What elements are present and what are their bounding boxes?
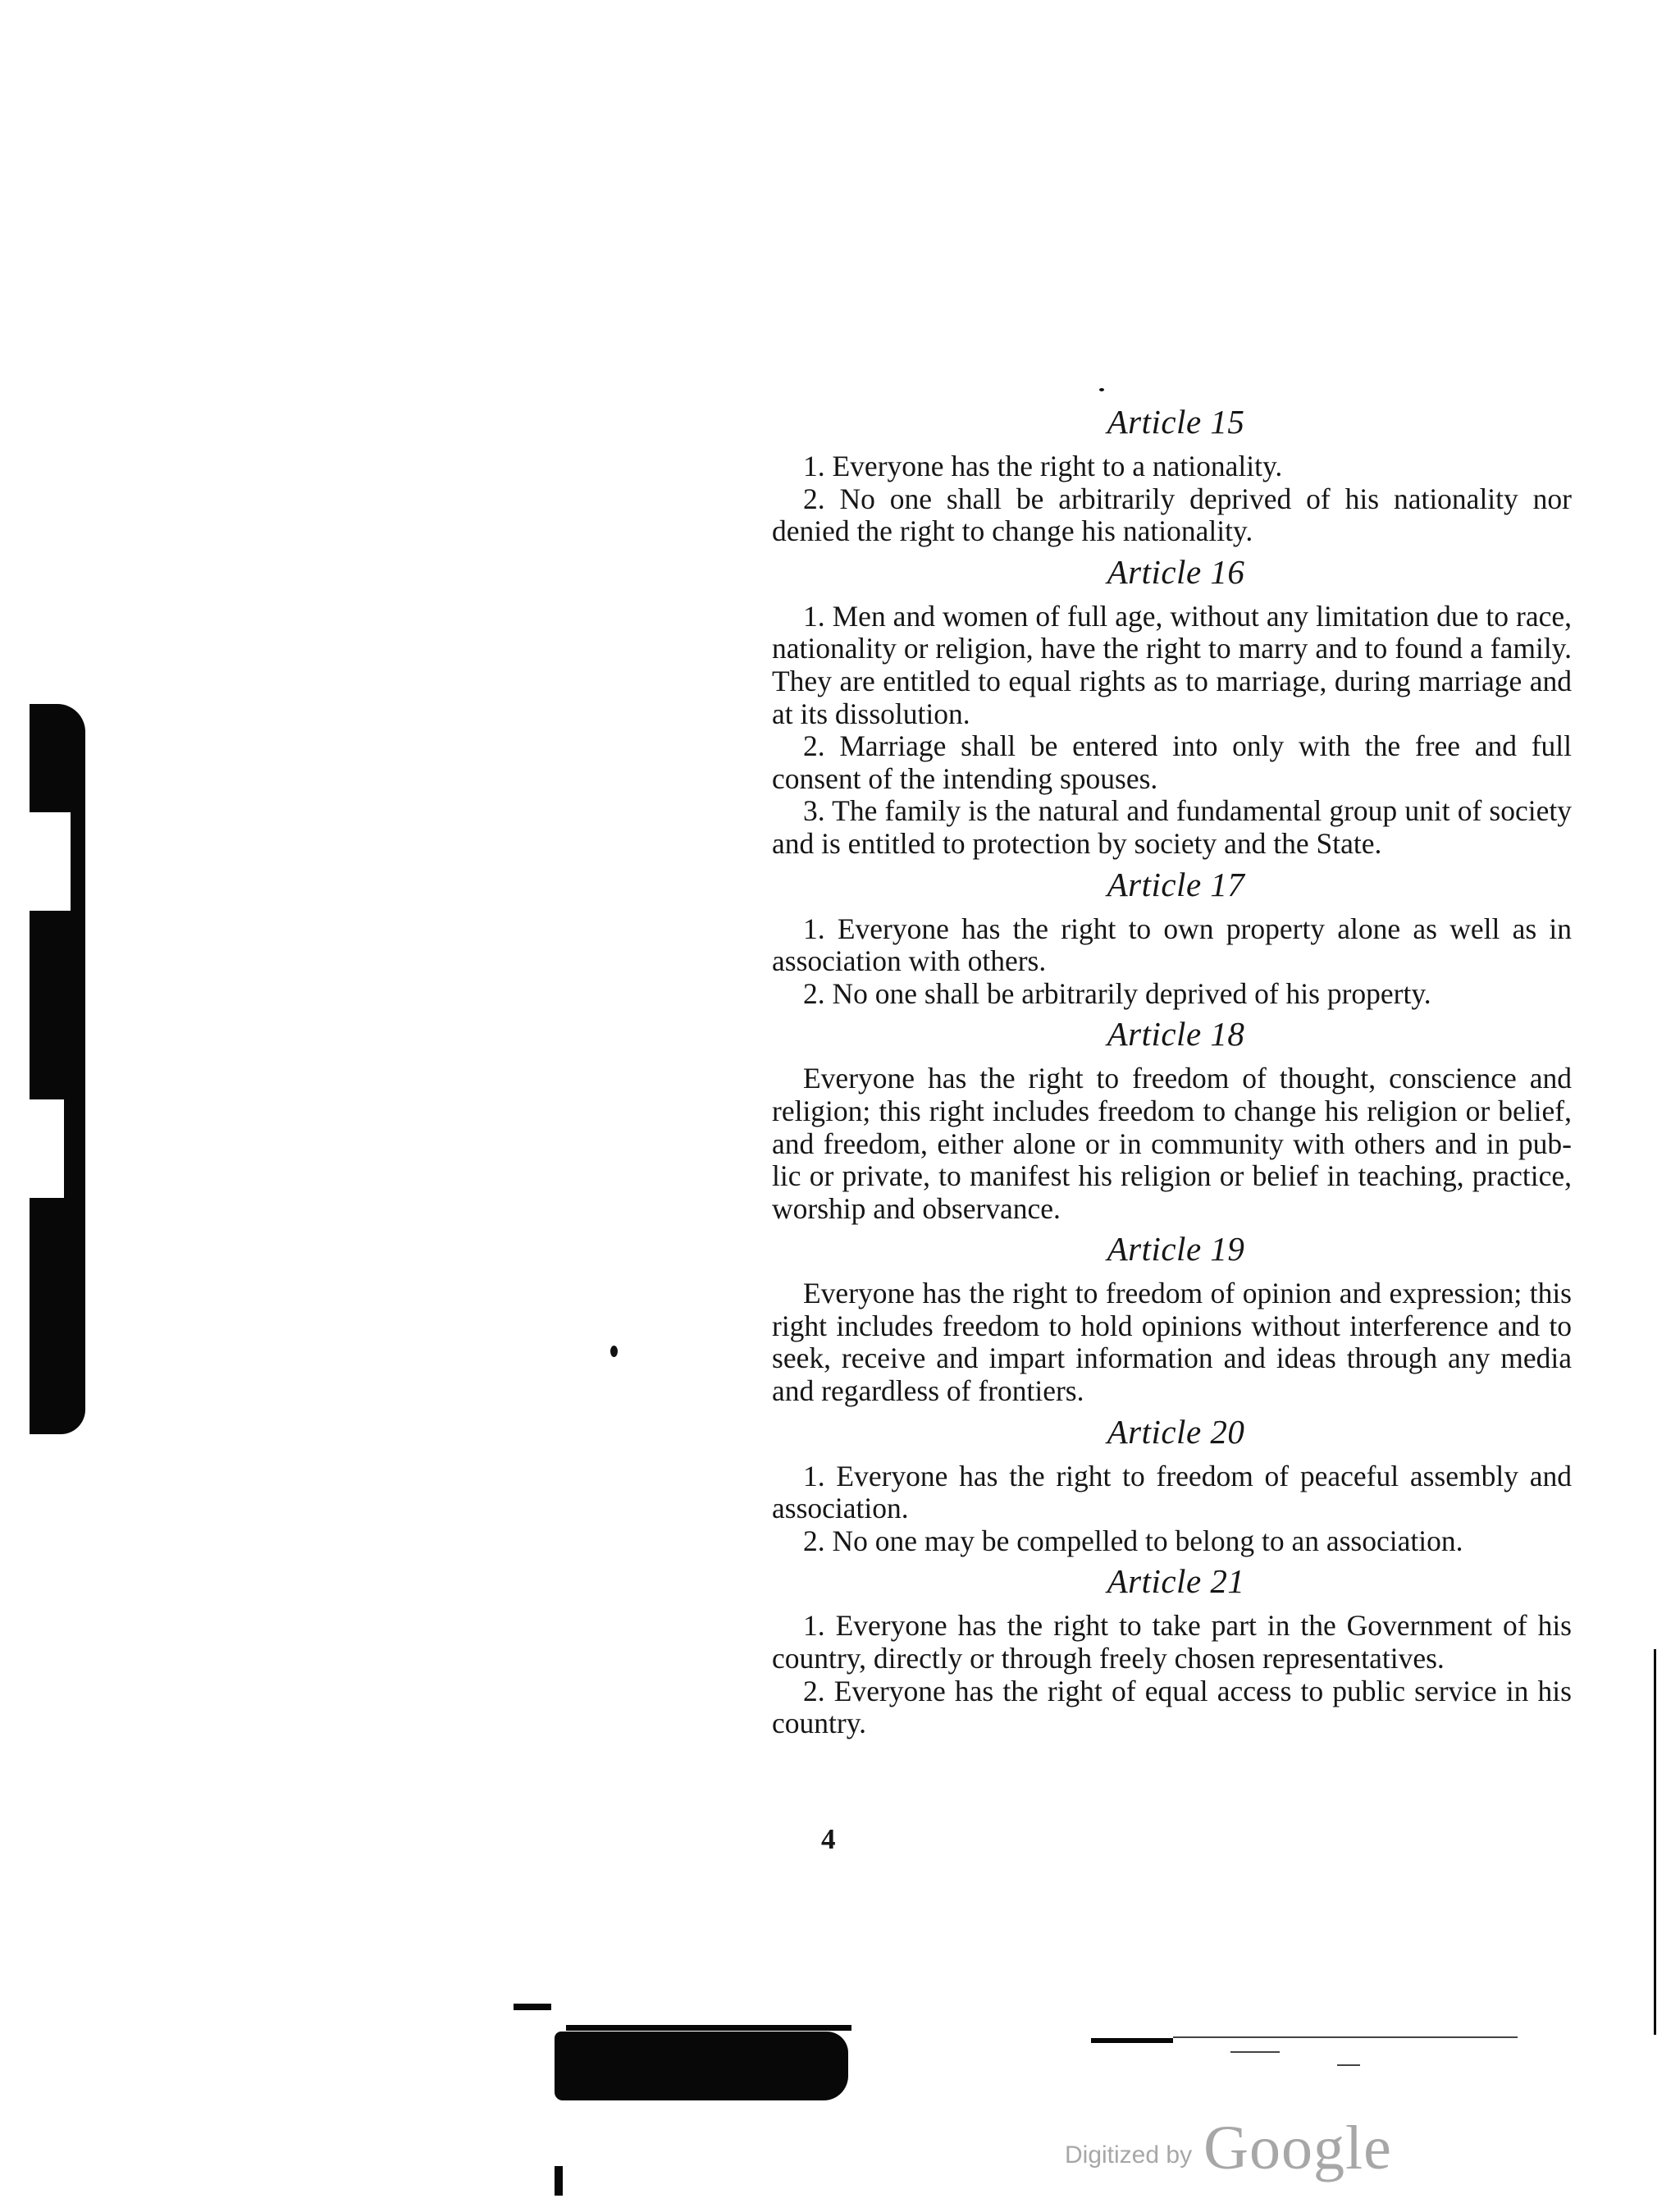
top-speck [1099,388,1104,391]
article-heading: Article 21 [1107,1562,1245,1601]
bottom-right-short-line [1230,2051,1280,2053]
article-heading: Article 17 [1107,865,1245,903]
article-heading: Article 18 [1107,1015,1245,1054]
article-paragraph: 3. The family is the natural and fundamental group unit of society and is entitled to protection by society and the State. [772,794,1572,860]
bottom-left-corner-mark [555,2166,563,2196]
article-paragraph: 1. Men and women of full age, without any limitation due to race, nationality or religion, have the right to marry and to found a family. They are entitled to equal rights as to marriage, during marriage and at its dissolution. [772,599,1572,730]
left-edge-scan-gap-lower [30,1099,64,1198]
article-15 [772,403,1572,548]
article-paragraph: 1. Everyone has the right to take part in the Government of his country, directly or through freely chosen representatives. [772,1609,1572,1675]
article-paragraph: 2. No one shall be arbitrarily deprived of his property. [803,976,1431,1010]
bottom-left-scan-line [566,2025,851,2031]
article-heading: Article 19 [1107,1230,1245,1268]
article-paragraph: Everyone has the right to freedom of opinion and expression; this right includes freedom to hold opinions without interference and to seek, receive and impart information and ideas through any media and regardless of frontiers. [772,1277,1572,1408]
right-edge-scan-line [1654,1649,1656,2035]
bottom-right-thin-line [1173,2036,1518,2038]
article-paragraph: 2. No one may be compelled to belong to an association. [803,1524,1463,1557]
article-paragraph: 1. Everyone has the right to own property alone as well as in association with others. [772,912,1572,978]
bottom-right-short-line-2 [1337,2064,1360,2066]
article-paragraph: 1. Everyone has the right to freedom of peaceful assembly and association. [772,1459,1572,1525]
article-heading: Article 20 [1107,1412,1245,1451]
article-heading: Article 15 [1107,403,1245,441]
article-paragraph: 1. Everyone has the right to a nationality. [803,450,1283,482]
article-21 [772,1562,1572,1739]
article-16 [772,553,1572,861]
bottom-left-scan-blot [555,2032,848,2100]
watermark-prefix: Digitized by [1065,2141,1193,2169]
margin-speck [610,1346,618,1357]
article-heading: Article 16 [1107,552,1245,591]
article-paragraph: Everyone has the right to freedom of thought, conscience and religion; this right includes freedom to change his religion or belief, and freedom, either alone or in community with others and in pub-lic or private, to manifest his religion or belief in teaching, practice, worship and observance. [772,1062,1572,1225]
article-17 [772,866,1572,1011]
article-19 [772,1230,1572,1407]
article-18 [772,1015,1572,1225]
page-number: 4 [821,1823,836,1855]
bottom-dash-mark [514,2004,551,2010]
watermark-brand: Google [1203,2114,1392,2182]
left-edge-scan-gap [30,812,71,911]
digitized-by-watermark [1065,2107,1392,2181]
article-paragraph: 2. No one shall be arbitrarily deprived of his nationality nor denied the right to change his nationality. [772,482,1572,548]
bottom-right-scan-line [1091,2038,1173,2043]
article-text-column [772,398,1572,1740]
article-paragraph: 2. Everyone has the right of equal access to public service in his country. [772,1674,1572,1740]
article-20 [772,1413,1572,1558]
article-paragraph: 2. Marriage shall be entered into only with the free and full consent of the intending spouses. [772,729,1572,795]
